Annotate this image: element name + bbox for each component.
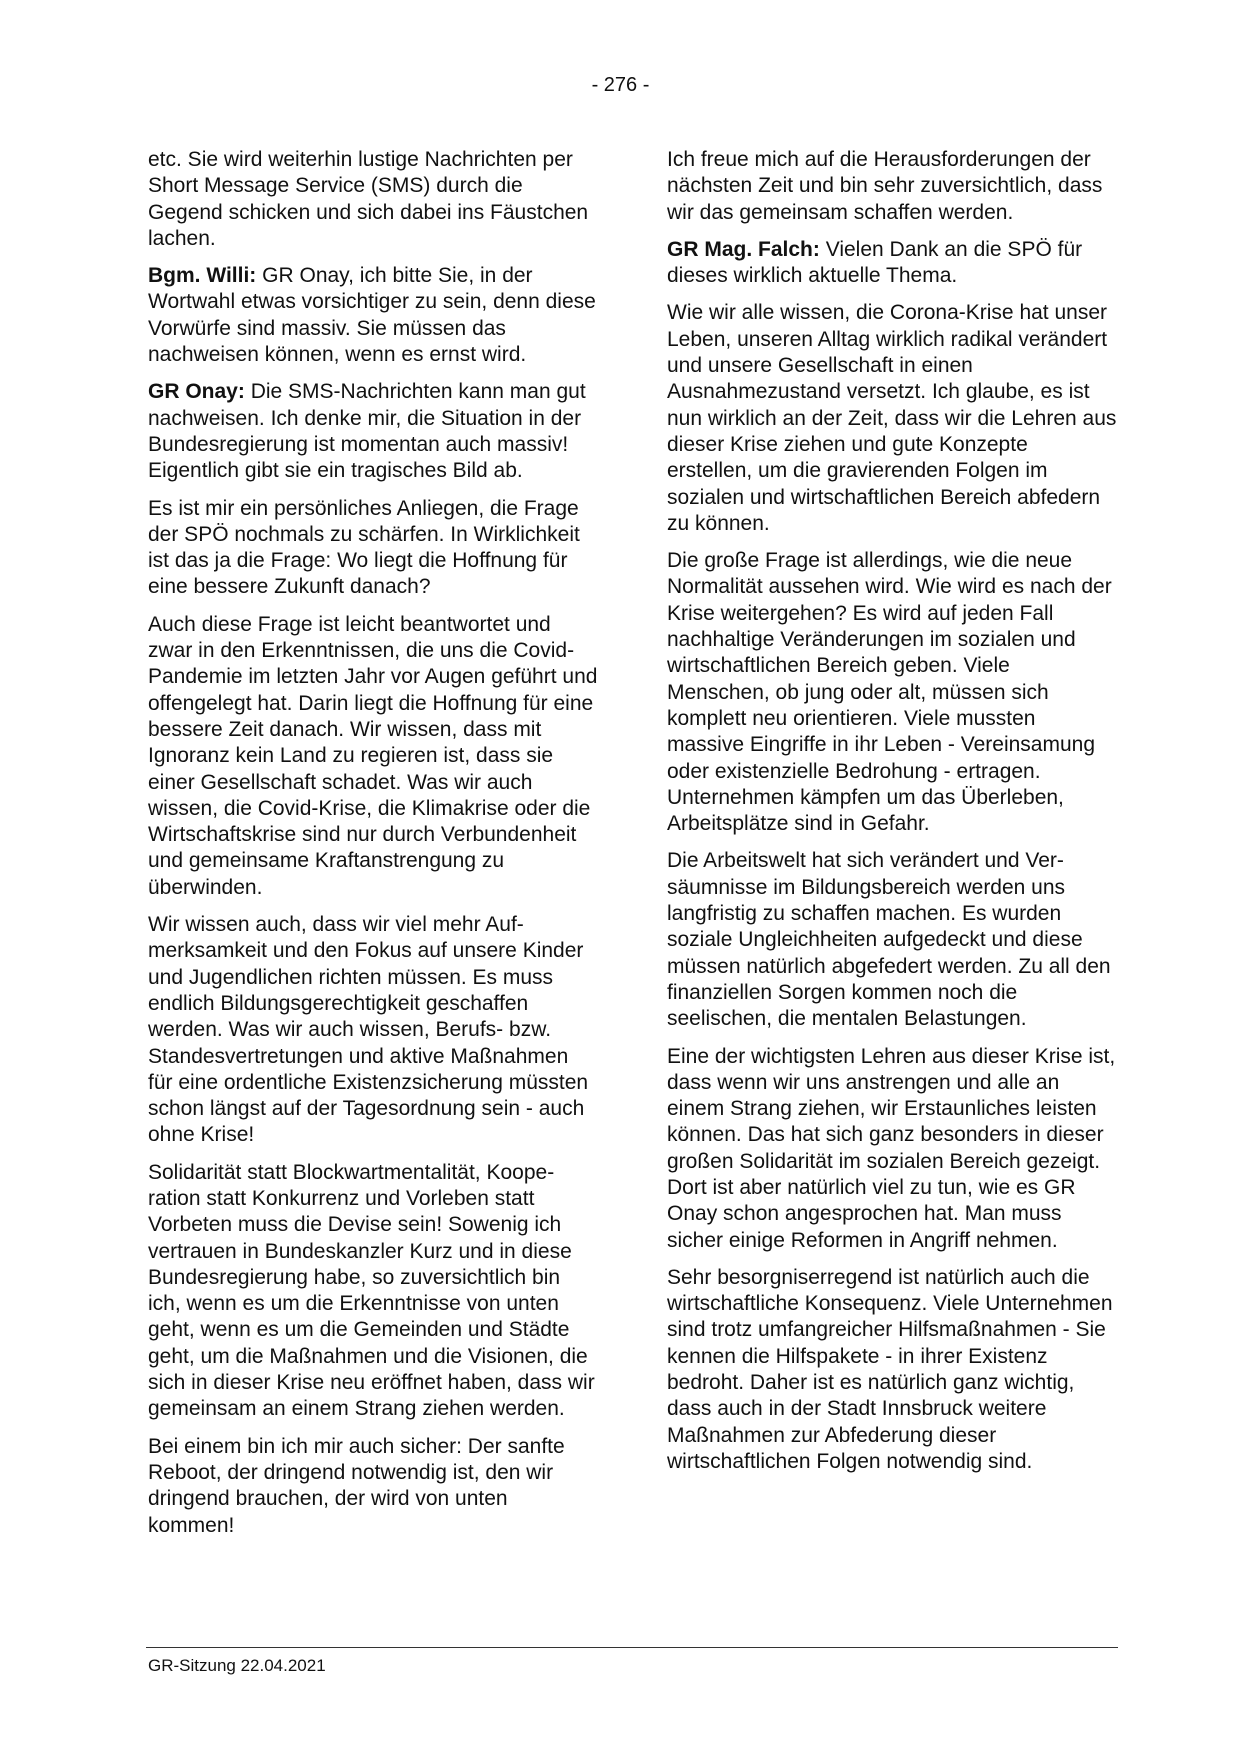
footer-session-date: GR-Sitzung 22.04.2021 (148, 1656, 326, 1675)
paragraph: Wir wissen auch, dass wir viel mehr Aufmerksamkeit und den Fokus auf unsere Kinder und Jugendlichen richten müssen. Es muss endlich Bildungsgerechtigkeit geschaffen werden. Was wir auch wissen, Berufs- bzw. Standesvertretungen und aktive Maßnahmen für eine ordentliche Existenzsicherung müssten schon längst auf der Tagesordnung sein - auch ohne Krise! (148, 913, 589, 1147)
paragraph: Ich freue mich auf die Herausforderungen der nächsten Zeit und bin sehr zuversichtlich, dass wir das gemeinsam schaffen werden. (667, 148, 1103, 224)
speech-text: GR Onay, ich bitte Sie, in der Wortwahl etwas vorsichtiger zu sein, denn diese Vorwürfe sind massiv. Sie müssen das nachweisen können, wenn es ernst wird. (148, 264, 596, 367)
speech-paragraph (667, 237, 1117, 290)
page-number: - 276 - (591, 74, 650, 96)
paragraph: etc. Sie wird weiterhin lustige Nachrichten per Short Message Service (SMS) durch die Gegend schicken und sich dabei ins Fäustchen lachen. (148, 148, 589, 250)
speaker-name: GR Mag. Falch: (667, 237, 820, 261)
speech-paragraph (148, 263, 598, 368)
paragraph: Die große Frage ist allerdings, wie die neue Normalität aussehen wird. Wie wird es nach der Krise weitergehen? Es wird auf jeden Fall nachhaltige Veränderungen im sozialen und wirtschaftlichen Bereich geben. Viele Menschen, ob jung oder alt, müssen sich komplett neu orientieren. Viele mussten massive Eingriffe in ihr Leben - Vereinsamung oder existenzielle Bedrohung - ertragen. Unternehmen kämpfen um das Überleben, Arbeitsplätze sind in Gefahr. (667, 549, 1112, 836)
left-column (148, 147, 598, 1550)
paragraph: Wie wir alle wissen, die Corona-Krise hat unser Leben, unseren Alltag wirklich radikal verändert und unsere Gesellschaft in einen Ausnahmezustand versetzt. Ich glaube, es ist nun wirklich an der Zeit, dass wir die Lehren aus dieser Krise ziehen und gute Konzepte erstellen, um die gravierenden Folgen im sozialen und wirtschaftlichen Bereich abfedern zu können. (667, 301, 1117, 535)
speaker-name: Bgm. Willi: (148, 264, 257, 288)
paragraph: Solidarität statt Blockwartmentalität, Kooperation statt Konkurrenz und Vorleben statt Vorbeten muss die Devise sein! Sowenig ich vertrauen in Bundeskanzler Kurz und in diese Bundesregierung habe, so zuversichtlich bin ich, wenn es um die Erkenntnisse von unten geht, wenn es um die Gemeinden und Städte geht, um die Maßnahmen und die Visionen, die sich in dieser Krise neu eröffnet haben, dass wir gemeinsam an einem Strang ziehen werden. (148, 1160, 595, 1421)
speaker-name: GR Onay: (148, 380, 245, 404)
paragraph: Eine der wichtigsten Lehren aus dieser Krise ist, dass wenn wir uns anstrengen und alle an einem Strang ziehen, wir Erstaunliches leisten können. Das hat sich ganz besonders in dieser großen Solidarität im sozialen Bereich gezeigt. Dort ist aber natürlich viel zu tun, wie es GR Onay schon angesprochen hat. Man muss sicher einige Reformen in Angriff nehmen. (667, 1044, 1116, 1252)
speech-paragraph (148, 379, 598, 484)
paragraph: Es ist mir ein persönliches Anliegen, die Frage der SPÖ nochmals zu schärfen. In Wirklichkeit ist das ja die Frage: Wo liegt die Hoffnung für eine bessere Zukunft danach? (148, 496, 580, 599)
paragraph: Sehr besorgniserregend ist natürlich auch die wirtschaftliche Konsequenz. Viele Unternehmen sind trotz umfangreicher Hilfsmaßnahmen - Sie kennen die Hilfspakete - in ihrer Existenz bedroht. Daher ist es natürlich ganz wichtig, dass auch in der Stadt Innsbruck weitere Maßnahmen zur Abfederung dieser wirtschaftlichen Folgen notwendig sind. (667, 1265, 1113, 1473)
right-column (667, 147, 1117, 1486)
paragraph: Die Arbeitswelt hat sich verändert und Versäumnisse im Bildungsbereich werden uns langfristig zu schaffen machen. Es wurden soziale Ungleichheiten aufgedeckt und diese müssen natürlich abgefedert werden. Zu all den finanziellen Sorgen kommen noch die seelischen, die mentalen Belastungen. (667, 849, 1111, 1031)
paragraph: Bei einem bin ich mir auch sicher: Der sanfte Reboot, der dringend notwendig ist, den wir dringend brauchen, der wird von unten kommen! (148, 1434, 565, 1537)
paragraph: Auch diese Frage ist leicht beantwortet und zwar in den Erkenntnissen, die uns die Covid-Pandemie im letzten Jahr vor Augen geführt und offengelegt hat. Darin liegt die Hoffnung für eine bessere Zeit danach. Wir wissen, dass mit Ignoranz kein Land zu regieren ist, dass sie einer Gesellschaft schadet. Was wir auch wissen, die Covid-Krise, die Klimakrise oder die Wirtschaftskrise sind nur durch Verbundenheit und gemeinsame Kraftanstrengung zu überwinden. (148, 612, 598, 899)
speech-text: Vielen Dank an die SPÖ für dieses wirklich aktuelle Thema. (667, 237, 1083, 288)
speech-text: Die SMS-Nachrichten kann man gut nachweisen. Ich denke mir, die Situation in der Bundesregierung ist momentan auch massiv! Eigentlich gibt sie ein tragisches Bild ab. (148, 380, 586, 483)
footer-divider (146, 1647, 1118, 1648)
